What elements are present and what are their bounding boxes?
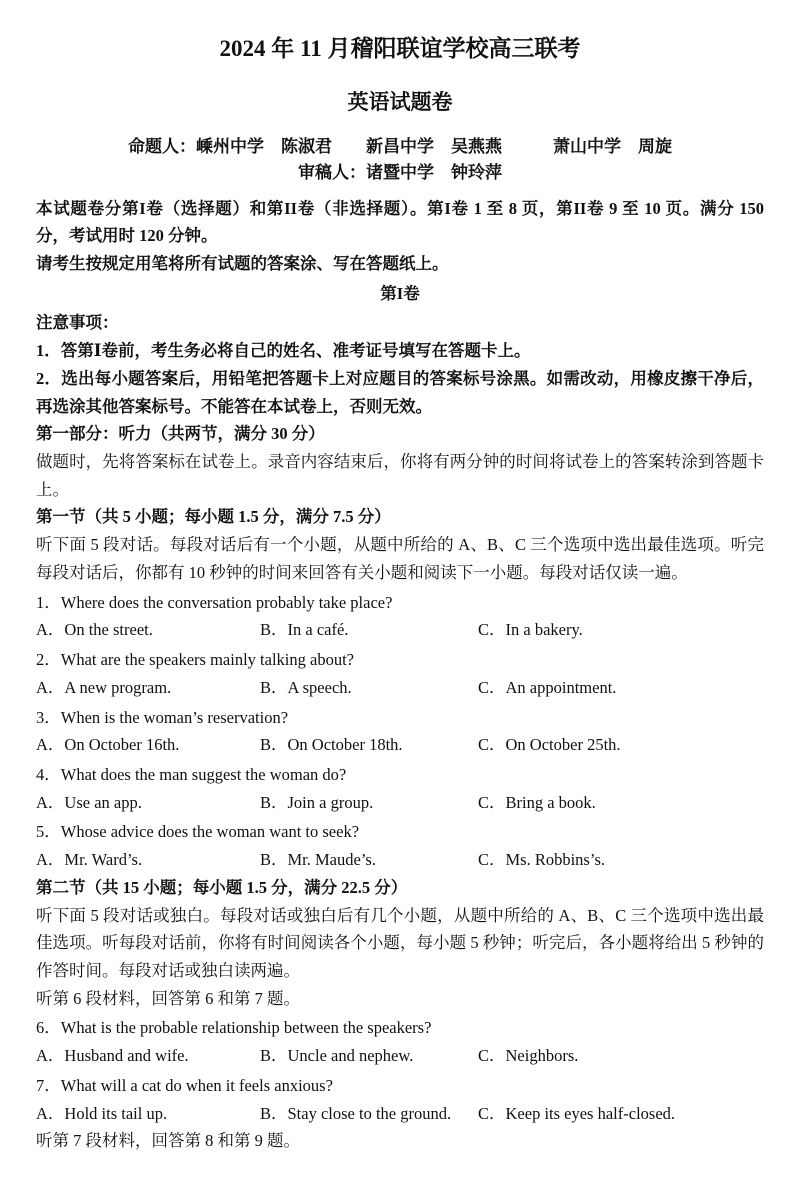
question-6 <box>36 1014 764 1069</box>
question-2-stem: 2．What are the speakers mainly talking about? <box>36 650 354 670</box>
setters-line: 命题人：嵊州中学 陈淑君 新昌中学 吴燕燕 萧山中学 周旋 <box>128 136 672 156</box>
question-6-option-c: C．Neighbors. <box>478 1046 579 1066</box>
question-1-stem: 1．Where does the conversation probably take place? <box>36 592 393 612</box>
question-3-option-c: C．On October 25th. <box>478 735 621 755</box>
question-5-options <box>36 846 764 874</box>
notes-heading: 注意事项： <box>36 313 119 333</box>
material-note-7: 听第 7 段材料，回答第 8 和第 9 题。 <box>36 1131 300 1151</box>
question-3-stem: 3．When is the woman’s reservation? <box>36 707 289 727</box>
question-5-option-a: A．Mr. Ward’s. <box>36 850 143 870</box>
intro-paragraph-2: 请考生按规定用笔将所有试题的答案涂、写在答题纸上。 <box>36 254 449 274</box>
question-4-option-a: A．Use an app. <box>36 792 142 812</box>
question-2-option-c: C．An appointment. <box>478 677 617 697</box>
question-6-option-b: B．Uncle and nephew. <box>260 1046 414 1066</box>
intro-paragraph-1: 本试题卷分第I卷（选择题）和第II卷（非选择题）。第I卷 1 至 8 页，第II卷 9 至 10 页。满分 150 分，考试用时 120 分钟。 <box>36 198 764 246</box>
question-7-option-a: A．Hold its tail up. <box>36 1103 168 1123</box>
question-6-options <box>36 1042 764 1070</box>
section1-heading: 第一节（共 5 小题；每小题 1.5 分，满分 7.5 分） <box>36 507 391 527</box>
question-2-option-b: B．A speech. <box>260 677 352 697</box>
material-note-6: 听第 6 段材料，回答第 6 和第 7 题。 <box>36 988 300 1008</box>
question-2-option-a: A．A new program. <box>36 677 172 697</box>
question-5 <box>36 818 764 873</box>
volume-heading: 第I卷 <box>380 283 420 303</box>
exam-subtitle: 英语试题卷 <box>347 89 453 114</box>
question-7-option-b: B．Stay close to the ground. <box>260 1103 452 1123</box>
question-6-stem: 6．What is the probable relationship between the speakers? <box>36 1018 432 1038</box>
question-5-option-b: B．Mr. Maude’s. <box>260 850 376 870</box>
question-1 <box>36 589 764 644</box>
question-4-stem: 4．What does the man suggest the woman do? <box>36 764 347 784</box>
question-5-stem: 5．Whose advice does the woman want to seek? <box>36 822 360 842</box>
question-6-option-a: A．Husband and wife. <box>36 1046 189 1066</box>
question-2 <box>36 646 764 701</box>
question-1-option-a: A．On the street. <box>36 620 153 640</box>
question-7-option-c: C．Keep its eyes half-closed. <box>478 1103 676 1123</box>
question-7-stem: 7．What will a cat do when it feels anxious? <box>36 1075 333 1095</box>
part1-heading: 第一部分：听力（共两节，满分 30 分） <box>36 424 325 444</box>
reviewer-line: 审稿人：诸暨中学 钟玲萍 <box>298 163 502 183</box>
part1-instruction: 做题时，先将答案标在试卷上。录音内容结束后，你将有两分钟的时间将试卷上的答案转涂到答题卡上。 <box>36 452 764 499</box>
note-item-2: 2．选出每小题答案后，用铅笔把答题卡上对应题目的答案标号涂黑。如需改动，用橡皮擦干净后，再选涂其他答案标号。不能答在本试卷上，否则无效。 <box>36 368 764 416</box>
question-1-options <box>36 616 764 644</box>
section1-instruction: 听下面 5 段对话。每段对话后有一个小题，从题中所给的 A、B、C 三个选项中选出最佳选项。听完每段对话后，你都有 10 秒钟的时间来回答有关小题和阅读下一小题。每段对话仅读一遍。 <box>36 535 764 582</box>
question-1-option-b: B．In a café. <box>260 620 349 640</box>
section2-heading: 第二节（共 15 小题；每小题 1.5 分，满分 22.5 分） <box>36 877 408 897</box>
question-7 <box>36 1072 764 1127</box>
question-1-option-c: C．In a bakery. <box>478 620 583 640</box>
question-3 <box>36 704 764 759</box>
exam-title: 2024 年 11 月稽阳联谊学校高三联考 <box>219 36 581 61</box>
question-4-option-b: B．Join a group. <box>260 792 374 812</box>
question-4-options <box>36 789 764 817</box>
question-4 <box>36 761 764 816</box>
question-3-option-a: A．On October 16th. <box>36 735 180 755</box>
question-7-options <box>36 1100 764 1128</box>
question-3-option-b: B．On October 18th. <box>260 735 403 755</box>
question-3-options <box>36 731 764 759</box>
question-2-options <box>36 674 764 702</box>
question-5-option-c: C．Ms. Robbins’s. <box>478 850 605 870</box>
note-item-1: 1．答第Ⅰ卷前，考生务必将自己的姓名、准考证号填写在答题卡上。 <box>36 341 531 361</box>
question-4-option-c: C．Bring a book. <box>478 792 596 812</box>
section2-instruction: 听下面 5 段对话或独白。每段对话或独白后有几个小题，从题中所给的 A、B、C 三个选项中选出最佳选项。听每段对话前，你将有时间阅读各个小题，每小题 5 秒钟；听完后，各小题将给出 5 秒钟的作答时间。每段对话或独白读两遍。 <box>36 905 764 980</box>
